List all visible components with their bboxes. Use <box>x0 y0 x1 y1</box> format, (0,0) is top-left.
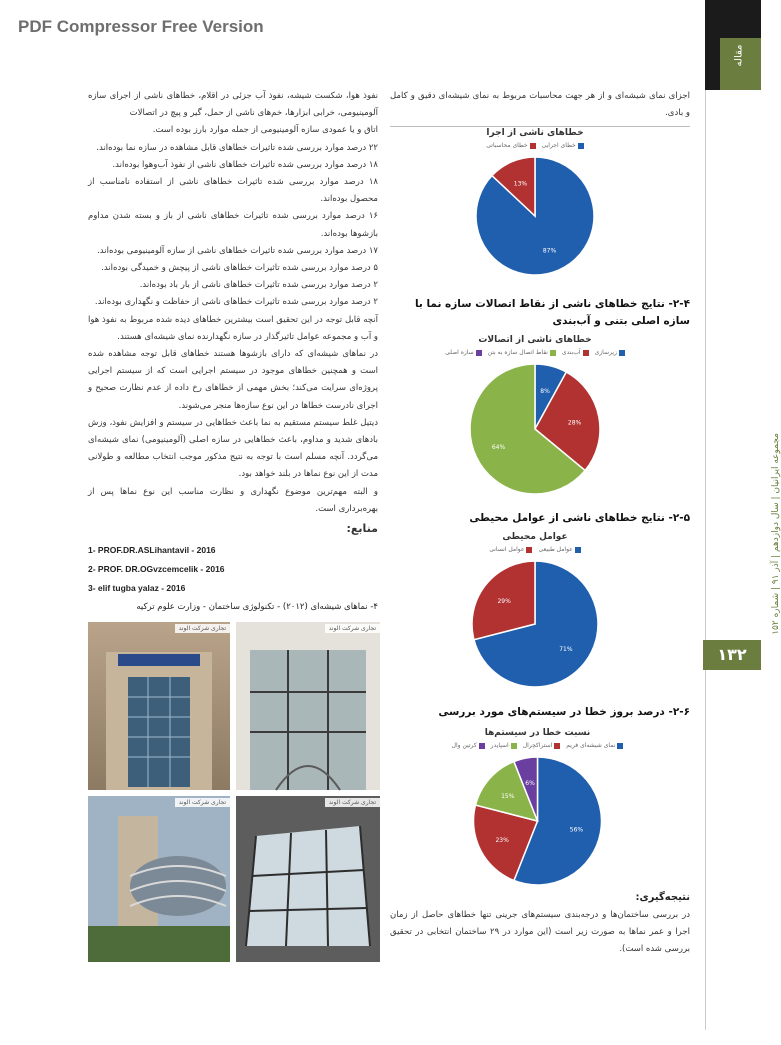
building-photo <box>88 622 230 790</box>
side-tab <box>720 38 761 90</box>
section-heading: ۲-۴- نتایج خطاهای ناشی از نقاط اتصالات سازه نما با سازه اصلی بتنی و آب‌بندی <box>414 298 690 327</box>
side-tab-label: مقاله <box>733 44 745 67</box>
legend-label: عوامل انسانی <box>489 546 525 553</box>
side-divider <box>705 90 706 1030</box>
legend-label: اسپایدر <box>490 742 509 749</box>
tower-photo <box>88 796 230 962</box>
legend-item <box>562 349 589 356</box>
legend-item <box>523 742 561 749</box>
left-paragraph: ۲ درصد موارد بررسی شده تاثیرات خطاهای ناشی از بار باد بوده‌اند. <box>139 280 378 291</box>
references <box>88 541 378 617</box>
right-column <box>390 88 690 129</box>
conclusion-title: نتیجه‌گیری: <box>635 892 690 903</box>
left-paragraph: ۵ درصد موارد بررسی شده تاثیرات خطاهای ناشی از پیچش و خمیدگی بوده‌اند. <box>101 263 378 274</box>
legend-label: نمای شیشه‌ای فریم <box>566 742 616 749</box>
chart-legend <box>460 142 610 149</box>
legend-item <box>491 742 517 749</box>
left-paragraph: در نماهای شیشه‌ای که دارای بازشوها هستند خطاهای قابل توجه مشاهده شده است و همچنین خطاهای موجود در سیستم اجرایی است که از سیستم اجرایی پروژه‌ای سرایت می‌کند؛ بخش مهمی از خطاهای رخ داده از عدم نظارت صحیح و اجرای نادرست خطاها در این نوع سازه‌ها منجر می‌شوند. <box>88 349 378 411</box>
legend-label: عوامل طبیعی <box>538 546 573 553</box>
conclusion <box>390 892 690 958</box>
chart-environment-errors <box>455 532 615 695</box>
photo-grid <box>88 622 380 962</box>
left-paragraph: ۱۶ درصد موارد بررسی شده تاثیرات خطاهای ناشی از باز و بسته شدن مداوم بازشوها بوده‌اند. <box>88 211 378 239</box>
reference-item: 1- PROF.DR.ASLihantavil - 2016 <box>88 545 216 556</box>
chart-title: عوامل محیطی <box>502 532 568 542</box>
legend-item <box>452 742 485 749</box>
chart-legend <box>445 349 617 356</box>
pie-slice-label: 87% <box>542 247 557 255</box>
pie-slice-label: 8% <box>540 387 550 395</box>
left-paragraph: ۱۸ درصد موارد بررسی شده تاثیرات خطاهای ناشی از استفاده نامناسب از محصول بوده‌اند. <box>88 177 378 205</box>
watermark: PDF Compressor Free Version <box>18 17 264 36</box>
chart-legend <box>450 742 625 749</box>
left-paragraph: و البته مهم‌ترین موضوع نگهداری و نظارت مناسب این نوع نماها پس از بهره‌برداری است. <box>88 486 378 514</box>
photo-caption: تجاری شرکت الوند <box>175 624 230 633</box>
legend-label: استراکچرال <box>522 742 553 749</box>
legend-label: زیرسازی <box>594 349 617 356</box>
left-paragraph: دیتیل غلط سیستم مستقیم به نما باعث خطاهایی در سیستم و افزایش نفوذ، وزش بادهای شدید و مداوم، باعث خطاهایی در سازه اصلی (آلومینیومی) نمای شیشه‌ای می‌گردد. آنچه مسلم است با توجه به نتیج مذکور موجب انتخاب مطالعه و طولانی مدت از این نوع نماها در بلند خواهد بود. <box>88 417 378 480</box>
legend-item <box>488 349 556 356</box>
intro-text: اجزای نمای شیشه‌ای و از هر جهت محاسبات مربوط به نمای شیشه‌ای دقیق و کامل و بادی. <box>390 91 690 118</box>
pie-slice-label: 29% <box>497 598 511 606</box>
legend-item <box>538 546 580 553</box>
left-paragraph: ۲ درصد موارد بررسی شده تاثیرات خطاهای ناشی از حفاظت و نگهداری بوده‌اند. <box>94 297 378 308</box>
legend-label: کرتین وال <box>451 742 477 749</box>
left-paragraph: نفوذ هوا، شکست شیشه، نفوذ آب جزئی در اقلام، خطاهای ناشی از اجرای سازه آلومینیومی، خرابی ابزارها، خم‌های ناشی از حمل، گیر و پیچ در اتصالات <box>88 91 378 119</box>
chart-legend <box>455 546 615 553</box>
left-column <box>88 88 378 617</box>
legend-item <box>486 142 535 149</box>
pie-slice-label: 64% <box>491 444 506 452</box>
tower-illustration <box>88 796 230 962</box>
left-paragraph: ۱۸ درصد موارد بررسی شده تاثیرات خطاهای ناشی از نفوذ آب‌وهوا بوده‌اند. <box>112 159 378 170</box>
pie-chart <box>455 553 615 691</box>
legend-item <box>542 142 584 149</box>
building-illustration <box>88 622 230 790</box>
legend-item <box>445 349 482 356</box>
left-paragraph: آنچه قابل توجه در این تحقیق است بیشترین خطاهای دیده شده مربوط به نفوذ هوا و آب و مجموعه عوامل تاثیرگذار در سازه نگهدارنده نمای شیشه‌ای هستند. <box>88 314 378 342</box>
photo-caption: تجاری شرکت الوند <box>175 798 230 807</box>
reference-item: 2- PROF. DR.OGvzcemcelik - 2016 <box>88 564 225 575</box>
pie-slice-label: 6% <box>525 780 535 788</box>
chart-title: نسبت خطا در سیستم‌ها <box>484 728 591 738</box>
interior-photo <box>236 622 380 790</box>
pie-slice-label: 56% <box>569 826 584 834</box>
legend-label: سازه اصلی <box>445 349 474 356</box>
pie-slice-label: 71% <box>559 645 573 653</box>
side-vertical-text: مجموعه ایرانیان | سال دوازدهم | آذر ۹۱ | شماره ۱۵۲ <box>771 433 781 635</box>
pie-chart <box>460 149 610 279</box>
section-heading: ۲-۶- درصد بروز خطا در سیستم‌های مورد بررسی <box>438 706 690 718</box>
legend-label: خطای محاسباتی <box>486 142 528 149</box>
chart-system-errors <box>450 728 625 893</box>
photo-caption: تجاری شرکت الوند <box>325 798 380 807</box>
page-number: ۱۳۲ <box>703 640 761 670</box>
skylight-illustration <box>236 796 380 962</box>
legend-item <box>566 742 623 749</box>
legend-label: آب‌بندی <box>561 349 581 356</box>
pie-slice-label: 23% <box>495 837 509 845</box>
reference-item: 3- elif tugba yalaz - 2016 <box>88 583 186 594</box>
sources-title: منابع: <box>346 522 378 536</box>
left-paragraph: اتاق و یا عمودی سازه آلومینیومی از جمله موارد بارز بوده است. <box>152 125 378 136</box>
pie-chart <box>450 749 625 889</box>
legend-item <box>489 546 532 553</box>
pie-chart <box>455 356 615 498</box>
legend-label: خطای اجرایی <box>541 142 576 149</box>
chart-execution-errors <box>460 128 610 283</box>
left-paragraph: ۱۷ درصد موارد بررسی شده تاثیرات خطاهای ناشی از سازه آلومینیومی بوده‌اند. <box>97 245 378 256</box>
legend-item <box>595 349 625 356</box>
chart-title: خطاهای ناشی از اجرا <box>486 128 584 138</box>
chart-title: خطاهای ناشی از اتصالات <box>478 335 592 345</box>
pie-slice-label: 13% <box>513 180 528 188</box>
divider <box>390 126 690 127</box>
interior-illustration <box>236 622 380 790</box>
photo-caption: تجاری شرکت الوند <box>325 624 380 633</box>
pie-slice-label: 28% <box>567 419 582 427</box>
chart-connection-errors <box>445 335 617 502</box>
legend-label: نقاط اتصال سازه به بتن <box>487 349 548 356</box>
conclusion-text: در بررسی ساختمان‌ها و درجه‌بندی سیستم‌های جرینی تنها خطاهای حاصل از زمان اجرا و عمر نماها به صورت زیر است (این موارد در ۲۹ ساختمان انتخابی در تحقیق بررسی شده است). <box>390 910 690 954</box>
section-heading: ۲-۵- نتایج خطاهای ناشی از عوامل محیطی <box>469 512 690 524</box>
skylight-photo <box>236 796 380 962</box>
pie-slice-label: 15% <box>501 792 515 800</box>
reference-item: ۴- نماهای شیشه‌ای (۲۰۱۲) - تکنولوژی ساختمان - وزارت علوم ترکیه <box>136 602 378 613</box>
left-paragraph: ۲۲ درصد موارد بررسی شده تاثیرات خطاهای قابل مشاهده در سازه نما بوده‌اند. <box>96 142 378 153</box>
